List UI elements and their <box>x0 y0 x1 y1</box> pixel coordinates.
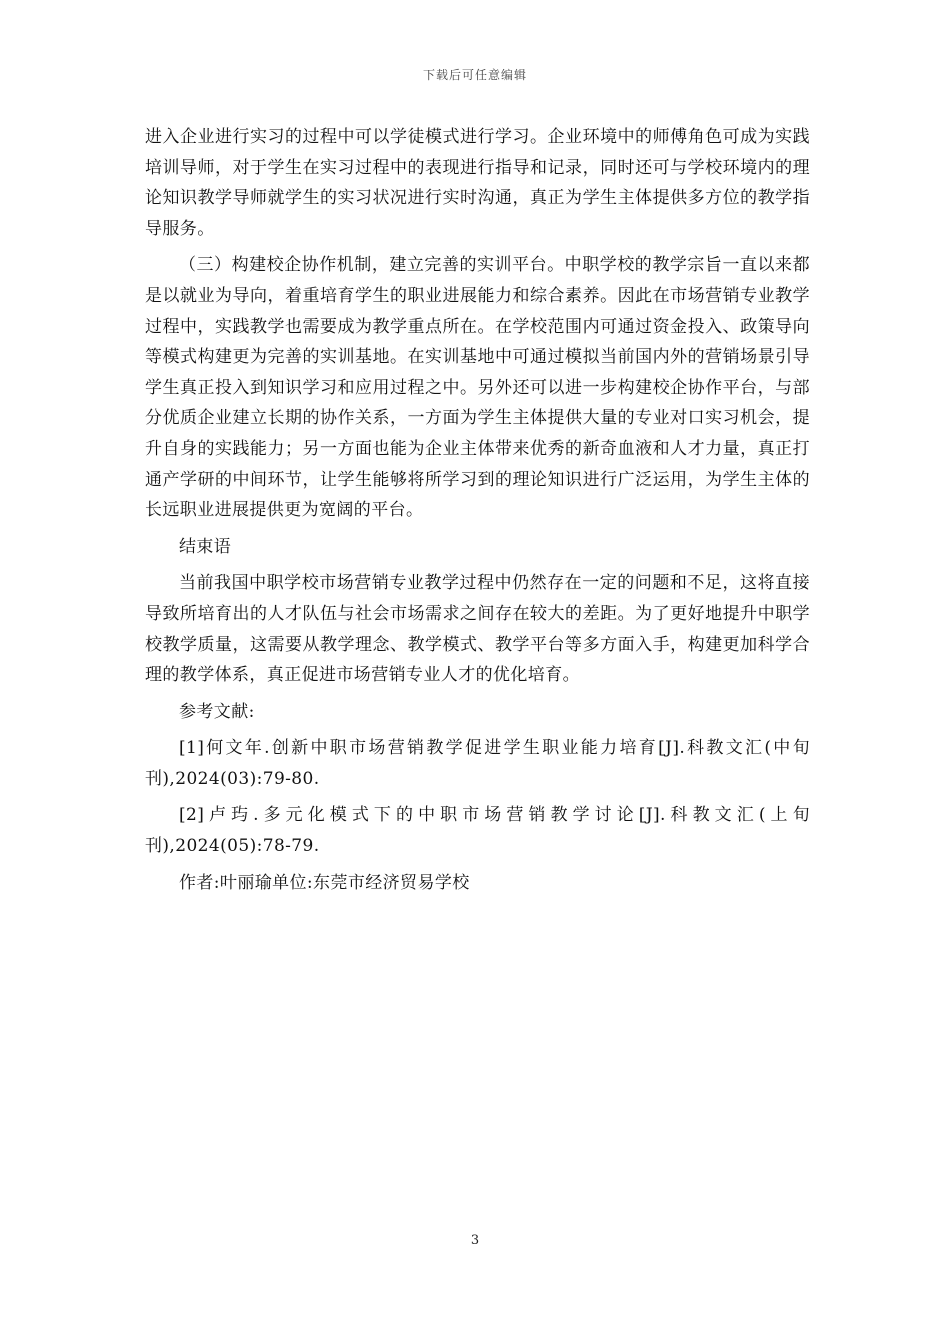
paragraph-continuation: 进入企业进行实习的过程中可以学徒模式进行学习。企业环境中的师傅角色可成为实践培训导师，对于学生在实习过程中的表现进行指导和记录，同时还可与学校环境内的理论知识教学导师就学生的实习状况进行实时沟通，真正为学生主体提供多方位的教学指导服务。 <box>145 127 810 239</box>
references-heading: 参考文献: <box>179 701 255 722</box>
page-header: 下载后可任意编辑 <box>422 68 527 82</box>
paragraph-section-three: （三）构建校企协作机制，建立完善的实训平台。中职学校的教学宗旨一直以来都是以就业为导向，着重培育学生的职业进展能力和综合素养。因此在市场营销专业教学过程中，实践教学也需要成为教学重点所在。在学校范围内可通过资金投入、政策导向等模式构建更为完善的实训基地。在实训基地中可通过模拟当前国内外的营销场景引导学生真正投入到知识学习和应用过程之中。另外还可以进一步构建校企协作平台，与部分优质企业建立长期的协作关系，一方面为学生主体提供大量的专业对口实习机会，提升自身的实践能力；另一方面也能为企业主体带来优秀的新奇血液和人才力量，真正打通产学研的中间环节，让学生能够将所学习到的理论知识进行广泛运用，为学生主体的长远职业进展提供更为宽阔的平台。 <box>145 255 810 521</box>
page-number: 3 <box>470 1233 480 1248</box>
reference-item-2: [2]卢玙.多元化模式下的中职市场营销教学讨论[J].科教文汇(上旬刊),2024(05):78-79. <box>145 805 810 857</box>
conclusion-heading: 结束语 <box>179 536 232 557</box>
reference-item-1: [1]何文年.创新中职市场营销教学促进学生职业能力培育[J].科教文汇(中旬刊),2024(03):79-80. <box>145 738 810 789</box>
document-body <box>145 122 810 898</box>
paragraph-conclusion: 当前我国中职学校市场营销专业教学过程中仍然存在一定的问题和不足，这将直接导致所培育出的人才队伍与社会市场需求之间存在较大的差距。为了更好地提升中职学校教学质量，这需要从教学理念、教学模式、教学平台等多方面入手，构建更加科学合理的教学体系，真正促进市场营销专业人才的优化培育。 <box>145 573 810 686</box>
author-affiliation: 作者:叶丽瑜单位:东莞市经济贸易学校 <box>179 872 470 893</box>
